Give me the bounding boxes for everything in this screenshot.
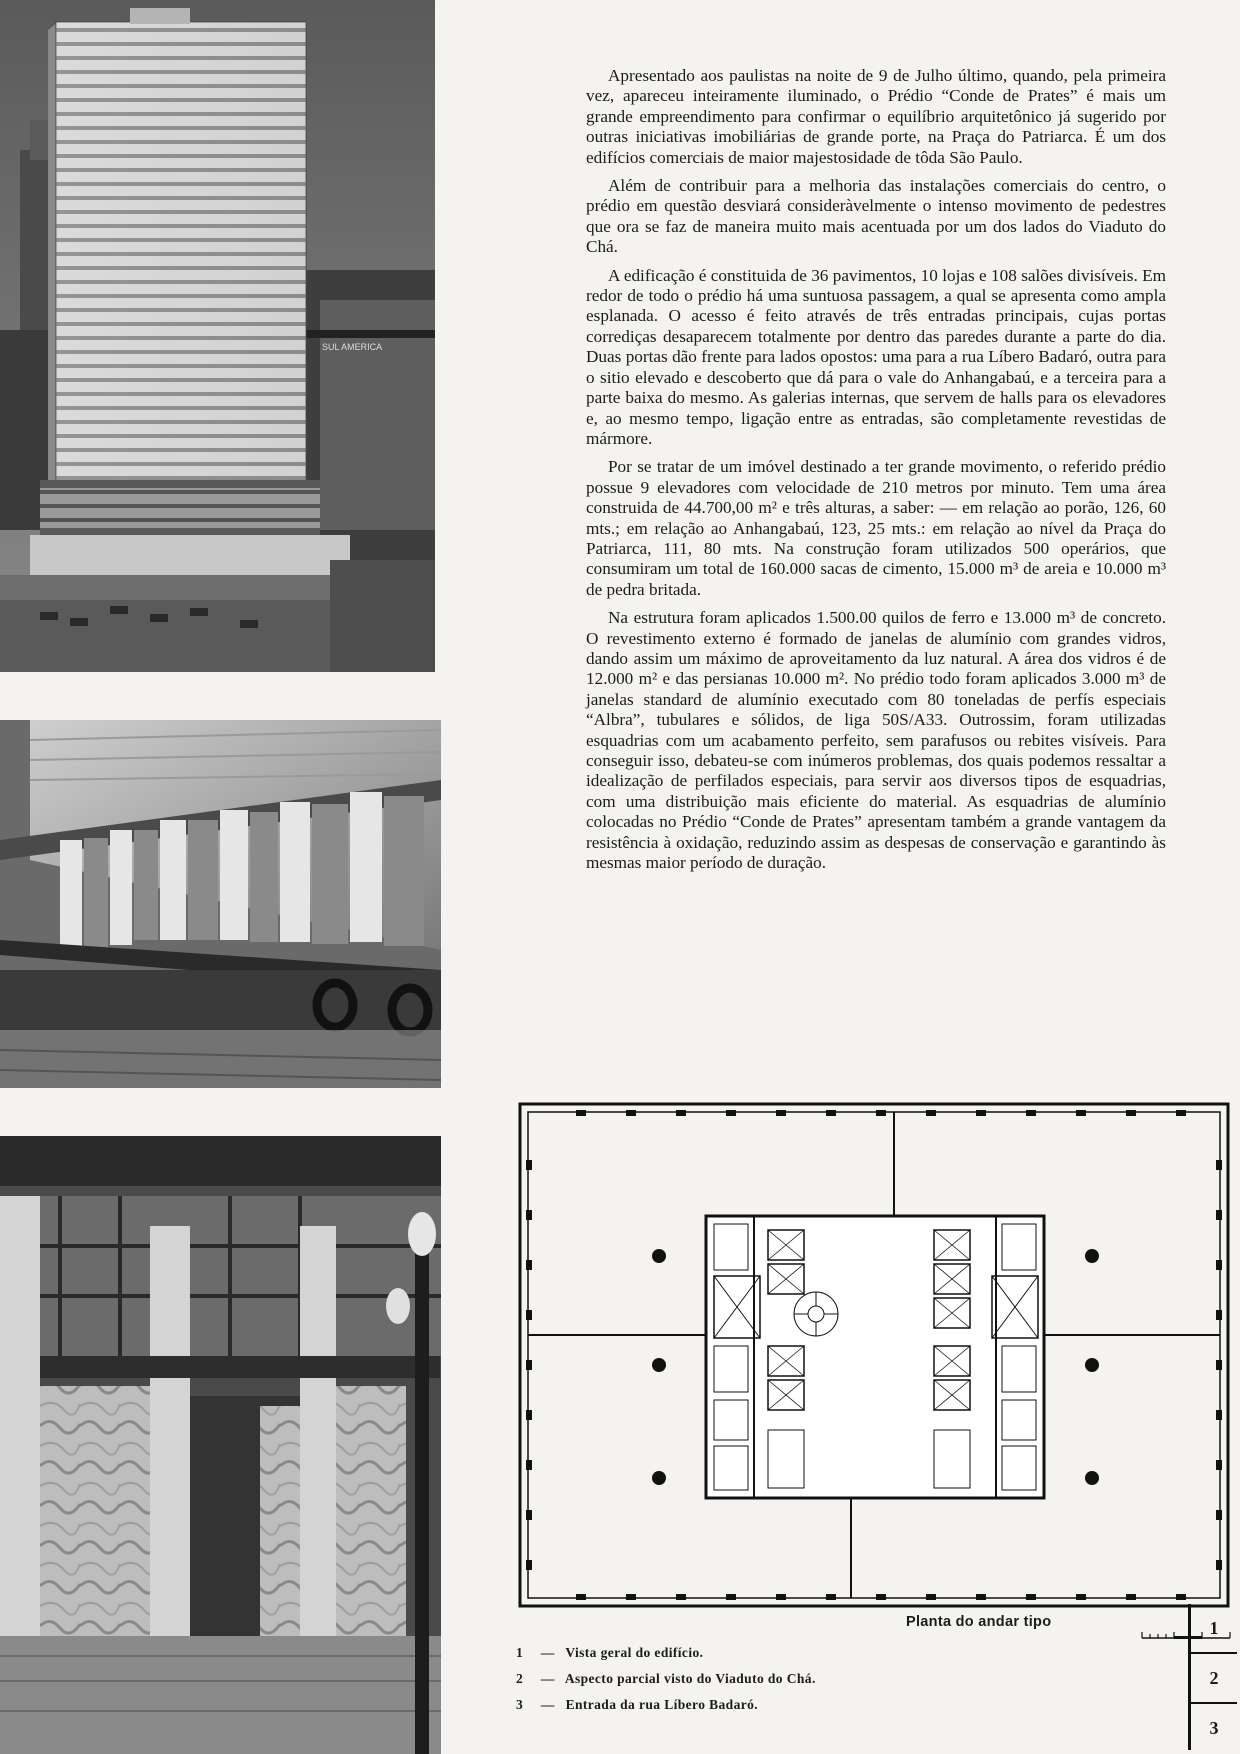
article-paragraph: Por se tratar de um imóvel destinado a ter grande movimento, o referido prédio possue 9 elevadores com velocidade de 210 metros por minuto. Tem uma área construida de 44.700,00 m² e três alturas, a saber: — em relação ao porão, 126, 60 mts.; em relação ao Anhangabaú, 123, 25 mts.: em relação ao nível da Praça do Patriarca, 111, 80 mts. Na construção foram utilizados 500 operários, que consumiram um total de 160.000 sacas de cimento, 15.000 m³ de areia e 10.000 m³ de pedra britada. xyxy=(586,457,1166,599)
article-paragraph: A edificação é constituida de 36 pavimentos, 10 lojas e 108 salões divisíveis. Em redor de todo o prédio há uma suntuosa passagem, a qual se apresenta como ampla esplanada. O acesso é feito através de três entradas principais, cujas portas corrediças desaparecem totalmente por dentro das paredes durante a parte do dia. Duas portas dão frente para lados opostos: uma para a rua Líbero Badaró, outra para o sitio elevado e descoberto que dá para o vale do Anhangabaú, e a terceira para a parte baixa do mesmo. As galerias internas, que servem de halls para os elevadores e, ao mesmo tempo, ligação entre as entradas, são completamente revestidas de mármore. xyxy=(586,265,1166,448)
key-cell: 2 xyxy=(1191,1654,1237,1704)
photo-2-drawing xyxy=(0,720,441,1088)
caption-item xyxy=(516,1640,1036,1666)
article-paragraph: Apresentado aos paulistas na noite de 9 de Julho último, quando, pela primeira vez, apareceu inteiramente iluminado, o Prédio “Conde de Prates” é mais um grande empreendimento para confirmar o equilíbrio arquitetônico já sugerido por outras iniciativas imobiliárias de grande porte, na Praça do Patriarca. É um dos edifícios comerciais de maior majestosidade de tôda São Paulo. xyxy=(586,66,1166,167)
article-paragraph: Na estrutura foram aplicados 1.500.00 quilos de ferro e 13.000 m³ de concreto. O revestimento externo é formado de janelas de alumínio com grandes vidros, dando assim um máximo de aproveitamento da luz natural. A área dos vidros é de 12.000 m² e das persianas 10.000 m². No prédio todo foram aplicados 3.000 m³ de janelas standard de alumínio executado com 80 toneladas de perfís especiais “Albra”, tubulares e sólidos, de liga 50S/A33. Outrossim, foram utilizadas esquadrias com um acabamento perfeito, sem parafusos ou rebites visíveis. Para conseguir isso, debateu-se com inúmeros problemas, dos quais podemos ressaltar a idealização de perfilados especiais, para servir aos diversos tipos de esquadrias, com uma distribuição mais eficiente do material. As esquadrias de alumínio colocadas no Prédio “Conde de Prates” apresentam também a grande vantagem da resistência à oxidação, reduzindo assim as despesas de conservação e garantindo às mesmas maior período de duração. xyxy=(586,608,1166,873)
caption-number: 1 xyxy=(516,1645,524,1660)
photo-captions xyxy=(516,1640,1036,1718)
caption-number: 2 xyxy=(516,1671,524,1686)
article-body xyxy=(586,66,1166,881)
article-paragraph: Além de contribuir para a melhoria das instalações comerciais do centro, o prédio em questão desviará consideràvelmente o intenso movimento de pedestres que ora se faz de maneira muito mais acentuada por um dos lados do Viaduto do Chá. xyxy=(586,176,1166,257)
photo-entrance-libero-badaro xyxy=(0,1136,441,1754)
floor-plan xyxy=(516,1100,1232,1610)
caption-dash: — xyxy=(540,1671,555,1686)
photo-viaduto-view xyxy=(0,720,441,1088)
photo-key-box xyxy=(1188,1604,1237,1750)
caption-text: Aspecto parcial visto do Viaduto do Chá. xyxy=(564,1671,816,1686)
plan-title: Planta do andar tipo xyxy=(906,1614,1052,1630)
floor-plan-drawing xyxy=(516,1100,1232,1610)
caption-dash: — xyxy=(540,1697,555,1712)
key-cell: 3 xyxy=(1209,1718,1219,1738)
photo-1-drawing xyxy=(0,0,435,672)
caption-item xyxy=(516,1666,1036,1692)
photo-1-sign: SUL AMERICA xyxy=(322,342,383,352)
caption-item xyxy=(516,1692,1036,1718)
key-cell: 1 xyxy=(1191,1604,1237,1654)
photo-3-drawing xyxy=(0,1136,441,1754)
caption-text: Vista geral do edifício. xyxy=(565,1645,704,1660)
caption-dash: — xyxy=(540,1645,555,1660)
caption-text: Entrada da rua Líbero Badaró. xyxy=(565,1697,759,1712)
caption-number: 3 xyxy=(516,1697,524,1712)
photo-building-general-view xyxy=(0,0,435,672)
